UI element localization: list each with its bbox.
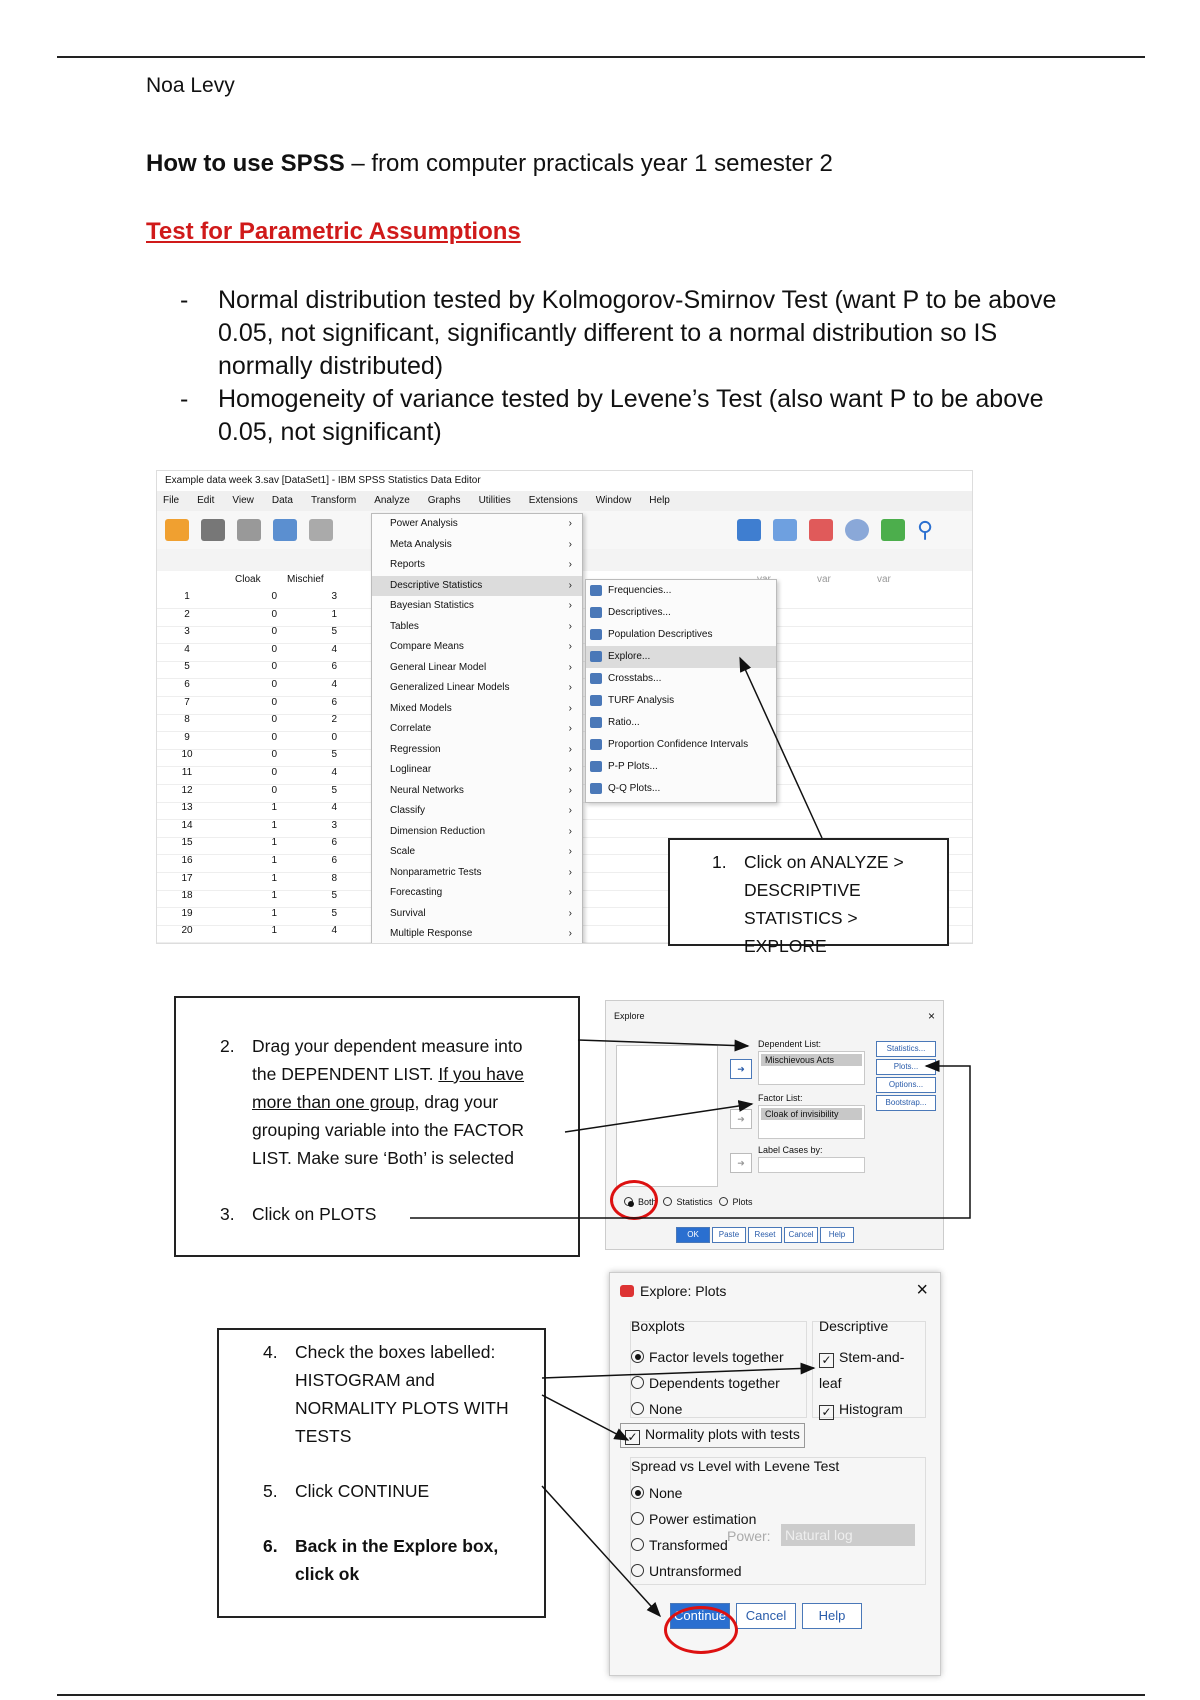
- table-cell[interactable]: 0: [271, 749, 277, 761]
- chevron-right-icon: ›: [568, 620, 572, 632]
- table-cell[interactable]: 5: [331, 626, 337, 638]
- normality-label: Normality plots with tests: [645, 1426, 800, 1442]
- table-cell[interactable]: 0: [271, 696, 277, 708]
- move-arrow-icon[interactable]: ➜: [730, 1059, 752, 1079]
- menu-item-label: Q-Q Plots...: [608, 783, 661, 794]
- menu-item-label: Survival: [390, 907, 426, 919]
- chevron-right-icon: ›: [568, 928, 572, 939]
- close-icon[interactable]: ×: [927, 1009, 935, 1023]
- menu-item-label: Correlate: [390, 723, 432, 734]
- side-button[interactable]: Statistics...: [876, 1041, 936, 1057]
- table-cell[interactable]: 4: [331, 802, 337, 814]
- table-cell[interactable]: 4: [331, 767, 337, 778]
- chevron-right-icon: ›: [568, 723, 572, 734]
- factor-list-label: Factor List:: [758, 1093, 803, 1103]
- chevron-right-icon: ›: [568, 866, 572, 878]
- option-label: Both: [638, 1197, 657, 1207]
- table-cell[interactable]: 0: [271, 643, 277, 655]
- table-cell[interactable]: 1: [271, 872, 277, 884]
- label-cases-label: Label Cases by:: [758, 1145, 823, 1155]
- arrow-to-histogram: [542, 1368, 814, 1378]
- step-number: 1.: [712, 852, 727, 872]
- side-button[interactable]: Bootstrap...: [876, 1095, 936, 1111]
- option-label: None: [649, 1401, 683, 1417]
- table-cell[interactable]: 8: [331, 872, 337, 884]
- help-button[interactable]: Help: [820, 1227, 854, 1243]
- table-cell[interactable]: 0: [271, 784, 277, 796]
- row-number: 17: [181, 872, 193, 884]
- chevron-right-icon: ›: [568, 661, 572, 673]
- option-label: Histogram: [839, 1401, 903, 1417]
- menu-item-label: Nonparametric Tests: [390, 866, 482, 878]
- arrow-to-continue: [542, 1486, 660, 1616]
- menu-item-label: Descriptives...: [608, 607, 671, 618]
- row-number: 6: [184, 679, 190, 690]
- row-number: 20: [181, 925, 193, 937]
- row-number: 11: [181, 767, 193, 778]
- column-header[interactable]: Mischief: [287, 574, 324, 585]
- step-text: Click on ANALYZE > DESCRIPTIVE STATISTICS > EXPLORE: [744, 852, 904, 956]
- step-number: 4.: [263, 1342, 278, 1362]
- row-number: 19: [181, 907, 193, 919]
- row-number: 8: [184, 714, 190, 726]
- close-icon[interactable]: ×: [916, 1279, 928, 1301]
- table-cell[interactable]: 0: [331, 731, 337, 743]
- table-cell[interactable]: 1: [271, 907, 277, 919]
- chevron-right-icon: ›: [568, 682, 572, 693]
- menu-item-label: Descriptive Statistics: [390, 579, 483, 591]
- chevron-right-icon: ›: [568, 907, 572, 919]
- chevron-right-icon: ›: [568, 743, 572, 755]
- chevron-right-icon: ›: [568, 805, 572, 816]
- menu-item-label: Meta Analysis: [390, 538, 452, 550]
- cancel-button[interactable]: Cancel: [736, 1603, 796, 1629]
- list-item: - Normal distribution tested by Kolmogorov-Smirnov Test (want P to be above 0.05, not significant, significantly different to a normal distribution so IS normally distributed): [180, 284, 1080, 383]
- option-label: Untransformed: [649, 1563, 742, 1579]
- search-icon[interactable]: ⚲: [917, 517, 934, 542]
- menu-item-label: Mixed Models: [390, 702, 452, 714]
- menu-item-label: Classify: [390, 805, 426, 816]
- chevron-right-icon: ›: [568, 579, 572, 591]
- chevron-right-icon: ›: [568, 559, 572, 570]
- column-header[interactable]: var: [877, 574, 891, 585]
- menu-item[interactable]: Extensions: [528, 495, 578, 506]
- menu-item-label: Dimension Reduction: [390, 825, 486, 837]
- checked-icon: ✓: [819, 1405, 834, 1420]
- menu-item-label: Ratio...: [608, 717, 640, 728]
- table-cell[interactable]: 5: [331, 749, 337, 761]
- section-title: Test for Parametric Assumptions: [146, 218, 521, 245]
- row-number: 2: [184, 608, 190, 620]
- menu-item-label: Frequencies...: [608, 585, 672, 596]
- step-text: Click on PLOTS: [252, 1204, 377, 1224]
- table-cell[interactable]: 0: [271, 591, 277, 602]
- checked-icon: ✓: [819, 1353, 834, 1368]
- step2-pre: Drag your dependent measure into the DEPENDENT LIST.: [252, 1036, 523, 1084]
- menu-item[interactable]: Transform: [310, 495, 357, 506]
- row-number: 14: [181, 819, 193, 831]
- arrow-to-explore: [740, 658, 822, 838]
- menu-item-label: Power Analysis: [390, 518, 458, 529]
- menu-item-label: Bayesian Statistics: [390, 600, 474, 611]
- row-number: 12: [181, 784, 193, 796]
- dialog-title-text: Explore: Plots: [640, 1283, 727, 1299]
- menu-item-label: Scale: [390, 846, 416, 857]
- menu-item[interactable]: Edit: [197, 495, 215, 506]
- table-cell[interactable]: 0: [271, 626, 277, 638]
- menu-item-label: General Linear Model: [390, 661, 487, 673]
- table-cell[interactable]: 1: [271, 855, 277, 866]
- step2-post: , drag your grouping variable into the FACTOR LIST. Make sure ‘Both’ is selected: [252, 1092, 525, 1168]
- row-number: 5: [184, 661, 190, 673]
- reset-button[interactable]: Reset: [748, 1227, 782, 1243]
- option-label: Statistics: [676, 1197, 713, 1207]
- table-cell[interactable]: 0: [271, 661, 277, 673]
- step2-underlined: If you have more than one group: [252, 1064, 525, 1112]
- descriptive-label: Descriptive: [819, 1318, 889, 1334]
- option-label: Dependents together: [649, 1375, 780, 1391]
- table-cell[interactable]: 4: [331, 643, 337, 655]
- table-cell[interactable]: 0: [271, 767, 277, 778]
- option-label: Transformed: [649, 1537, 728, 1553]
- chevron-right-icon: ›: [568, 600, 572, 611]
- column-header[interactable]: Cloak: [235, 574, 261, 585]
- help-button[interactable]: Help: [802, 1603, 862, 1629]
- step-number: 5.: [263, 1481, 278, 1501]
- table-cell[interactable]: 1: [271, 925, 277, 937]
- paste-button[interactable]: Paste: [712, 1227, 746, 1243]
- menu-item-label: Neural Networks: [390, 784, 464, 796]
- table-cell[interactable]: 0: [271, 679, 277, 690]
- table-cell[interactable]: 1: [271, 819, 277, 831]
- menu-item-label: Explore...: [608, 651, 651, 662]
- table-cell[interactable]: 1: [271, 890, 277, 902]
- table-cell[interactable]: 6: [331, 837, 337, 849]
- dependent-list-label: Dependent List:: [758, 1039, 822, 1049]
- arrow-to-dependent: [578, 1040, 748, 1046]
- factor-item[interactable]: Cloak of invisibility: [761, 1108, 862, 1120]
- menu-item-label: Forecasting: [390, 887, 443, 898]
- table-cell[interactable]: 4: [331, 679, 337, 690]
- side-button[interactable]: Plots...: [876, 1059, 936, 1075]
- table-cell[interactable]: 4: [331, 925, 337, 937]
- menu-item[interactable]: Data: [271, 495, 293, 506]
- menu-item[interactable]: Utilities: [478, 495, 511, 506]
- checked-icon: ✓: [625, 1430, 640, 1445]
- window-title: Example data week 3.sav [DataSet1] - IBM SPSS Statistics Data Editor: [157, 471, 972, 491]
- menu-item[interactable]: Help: [649, 495, 670, 506]
- menu-item-label: Reports: [390, 559, 426, 570]
- row-number: 18: [181, 890, 193, 902]
- step-text: Back in the Explore box, click ok: [295, 1536, 499, 1584]
- continue-button[interactable]: Continue: [670, 1603, 730, 1629]
- spread-label: Spread vs Level with Levene Test: [631, 1458, 840, 1474]
- power-label: Power:: [727, 1528, 771, 1544]
- chevron-right-icon: ›: [568, 641, 572, 652]
- boxplots-label: Boxplots: [631, 1318, 685, 1334]
- option-label: None: [649, 1485, 683, 1501]
- arrow-to-plots: [410, 1066, 970, 1218]
- step-number: 6.: [263, 1536, 278, 1556]
- bullet-text: Normal distribution tested by Kolmogorov-Smirnov Test (want P to be above 0.05, not significant, significantly different to a normal distribution so IS normally distributed): [218, 286, 1057, 380]
- dialog-title: Explore: [614, 1011, 645, 1021]
- step-number: 2.: [220, 1036, 235, 1056]
- table-cell[interactable]: 5: [331, 907, 337, 919]
- table-cell[interactable]: 1: [271, 837, 277, 849]
- table-cell[interactable]: 0: [271, 714, 277, 726]
- menu-item[interactable]: Window: [595, 495, 632, 506]
- arrow-to-factor: [565, 1104, 752, 1132]
- chevron-right-icon: ›: [568, 518, 572, 529]
- cancel-button[interactable]: Cancel: [784, 1227, 818, 1243]
- chevron-right-icon: ›: [568, 784, 572, 796]
- column-header[interactable]: var: [817, 574, 831, 585]
- step-text: Check the boxes labelled: HISTOGRAM and NORMALITY PLOTS WITH TESTS: [295, 1342, 509, 1446]
- option-label: Factor levels together: [649, 1349, 784, 1365]
- menu-item-label: Loglinear: [390, 764, 432, 775]
- row-number: 4: [184, 643, 190, 655]
- power-select[interactable]: Natural log: [781, 1524, 915, 1546]
- move-arrow-icon[interactable]: ➜: [730, 1153, 752, 1173]
- table-cell[interactable]: 0: [271, 731, 277, 743]
- step-number: 3.: [220, 1204, 235, 1224]
- chevron-right-icon: ›: [568, 538, 572, 550]
- menu-item[interactable]: View: [232, 495, 254, 506]
- row-number: 16: [181, 855, 193, 866]
- table-cell[interactable]: 6: [331, 661, 337, 673]
- chevron-right-icon: ›: [568, 825, 572, 837]
- side-button[interactable]: Options...: [876, 1077, 936, 1093]
- table-cell[interactable]: 0: [271, 608, 277, 620]
- move-arrow-icon[interactable]: ➜: [730, 1109, 752, 1129]
- row-number: 7: [184, 696, 190, 708]
- table-cell[interactable]: 1: [331, 608, 337, 620]
- table-cell[interactable]: 6: [331, 696, 337, 708]
- option-label: Plots: [732, 1197, 753, 1207]
- heading-bold: How to use SPSS: [146, 150, 345, 177]
- row-number: 1: [184, 591, 190, 602]
- chevron-right-icon: ›: [568, 846, 572, 857]
- row-number: 15: [181, 837, 193, 849]
- row-number: 9: [184, 731, 190, 743]
- option-label: Power estimation: [649, 1511, 757, 1527]
- table-cell[interactable]: 5: [331, 890, 337, 902]
- bullet-text: Homogeneity of variance tested by Levene’s Test (also want P to be above 0.05, not significant): [218, 385, 1044, 446]
- table-cell[interactable]: 3: [331, 819, 337, 831]
- arrow-to-normality: [542, 1395, 628, 1440]
- table-cell[interactable]: 3: [331, 591, 337, 602]
- list-item: - Homogeneity of variance tested by Levene’s Test (also want P to be above 0.05, not significant): [180, 383, 1080, 449]
- menu-item-label: Proportion Confidence Intervals: [608, 739, 749, 750]
- menu-item-label: Population Descriptives: [608, 629, 713, 640]
- chevron-right-icon: ›: [568, 764, 572, 775]
- table-cell[interactable]: 2: [331, 714, 337, 726]
- row-number: 13: [181, 802, 193, 814]
- ok-button[interactable]: OK: [676, 1227, 710, 1243]
- menu-item[interactable]: Graphs: [427, 495, 461, 506]
- menu-item-label: TURF Analysis: [608, 695, 675, 706]
- table-cell[interactable]: 6: [331, 855, 337, 866]
- menu-item-label: P-P Plots...: [608, 761, 658, 772]
- table-cell[interactable]: 5: [331, 784, 337, 796]
- dependent-item[interactable]: Mischievous Acts: [761, 1054, 862, 1066]
- option-label: Stem-and-leaf: [819, 1349, 905, 1391]
- menu-item-label: Crosstabs...: [608, 673, 662, 684]
- menu-item-label: Tables: [390, 620, 419, 632]
- table-cell[interactable]: 1: [271, 802, 277, 814]
- author-name: Noa Levy: [146, 74, 235, 97]
- row-number: 3: [184, 626, 190, 638]
- chevron-right-icon: ›: [568, 702, 572, 714]
- step-text: Click CONTINUE: [295, 1481, 430, 1501]
- row-number: 10: [181, 749, 193, 761]
- menu-item-label: Regression: [390, 743, 441, 755]
- menu-item[interactable]: Analyze: [374, 495, 410, 506]
- menu-item[interactable]: File: [163, 495, 180, 506]
- chevron-right-icon: ›: [568, 887, 572, 898]
- menu-item-label: Generalized Linear Models: [390, 682, 510, 693]
- heading-rest: – from computer practicals year 1 semester 2: [344, 150, 833, 177]
- menu-item-label: Compare Means: [390, 641, 464, 652]
- menu-item-label: Multiple Response: [390, 928, 473, 939]
